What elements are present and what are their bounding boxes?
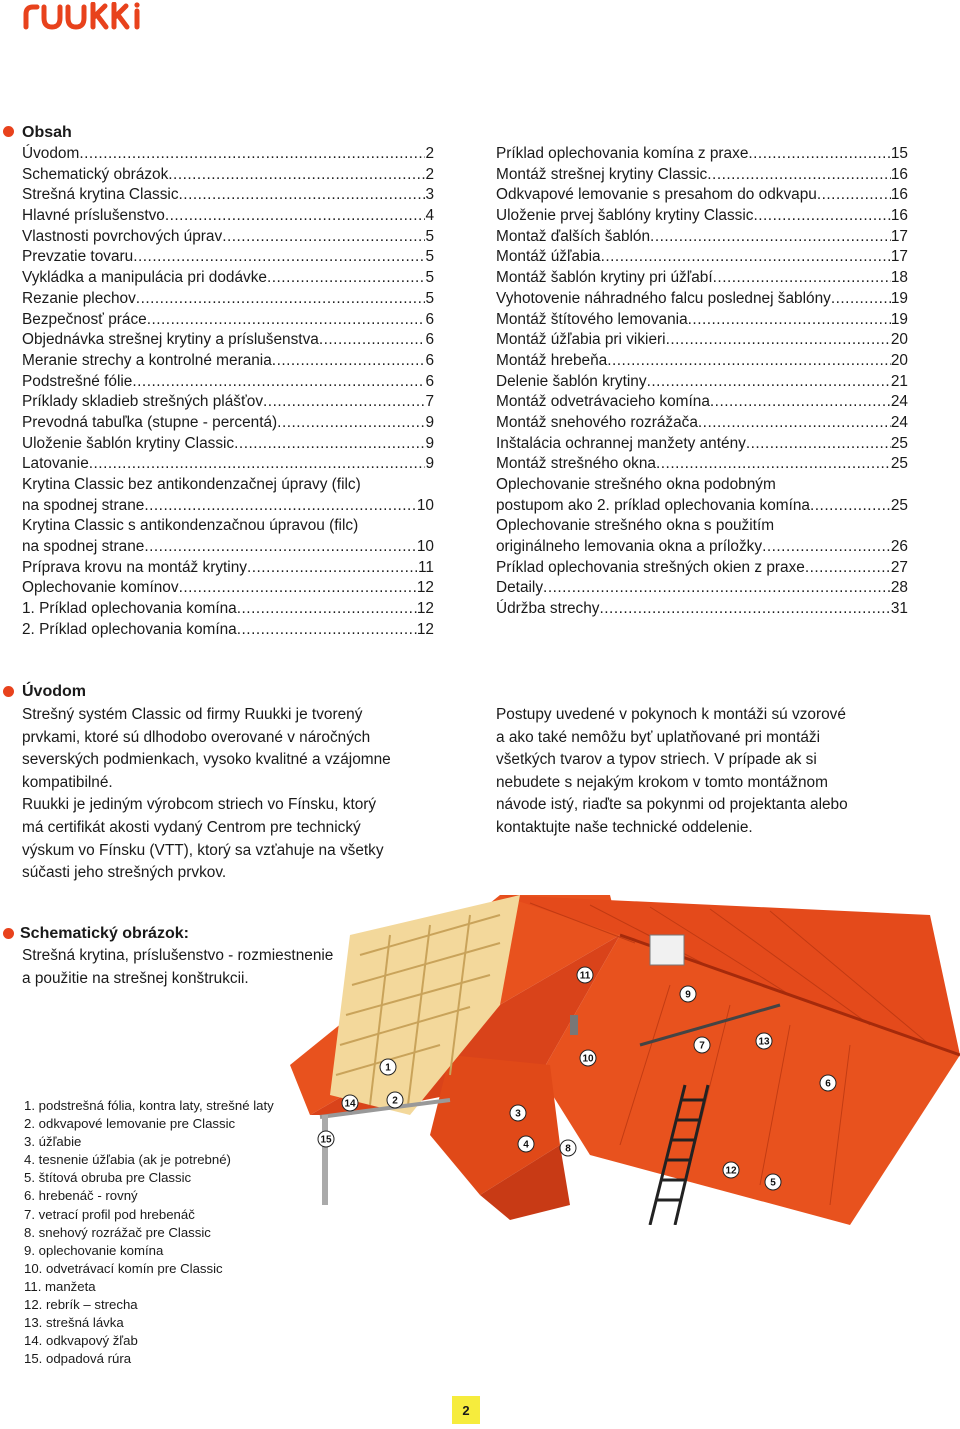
- toc-leader-dots: [179, 579, 417, 597]
- toc-leader-dots: [267, 269, 425, 287]
- toc-entry-title: na spodnej strane: [22, 538, 145, 556]
- svg-text:3: 3: [515, 1108, 521, 1120]
- toc-entry-page: 31: [890, 600, 908, 618]
- toc-entry-title: Bezpečnosť práce: [22, 310, 147, 328]
- toc-leader-dots: [89, 455, 426, 473]
- toc-leader-dots: [144, 538, 417, 556]
- toc-leader-dots: [805, 559, 891, 577]
- toc-entry[interactable]: [22, 393, 434, 414]
- toc-entry-title: Hlavné príslušenstvo: [22, 207, 165, 225]
- legend-item: 6. hrebenáč - rovný: [24, 1188, 138, 1204]
- toc-entry-title: Prevzatie tovaru: [22, 248, 134, 266]
- toc-entry[interactable]: [496, 290, 908, 311]
- toc-entry[interactable]: [496, 248, 908, 269]
- toc-leader-dots: [272, 352, 426, 370]
- svg-text:1: 1: [385, 1062, 391, 1074]
- callout-5: [765, 1174, 781, 1190]
- toc-leader-dots: [136, 290, 426, 308]
- callout-15: [318, 1131, 334, 1147]
- toc-entry-title: Inštalácia ochrannej manžety antény: [496, 434, 746, 452]
- toc-entry-page: 25: [890, 434, 908, 452]
- text-line: výskum vo Fínsku (VTT), ktorý sa vzťahuje na všetky: [22, 841, 384, 859]
- toc-entry[interactable]: [22, 228, 434, 249]
- toc-entry[interactable]: [496, 414, 908, 435]
- toc-entry[interactable]: [22, 538, 434, 559]
- toc-leader-dots: [79, 145, 425, 163]
- toc-entry-title: Montaž ďalších šablón: [496, 227, 651, 245]
- svg-text:9: 9: [685, 989, 691, 1001]
- text-line: súčasti jeho strešných prvkov.: [22, 864, 227, 882]
- toc-entry-page: 16: [890, 207, 908, 225]
- toc-leader-dots: [666, 331, 891, 349]
- text-line: Ruukki je jediným výrobcom striech vo Fínsku, ktorý: [22, 796, 377, 814]
- toc-entry-page: 11: [418, 558, 434, 576]
- toc-entry-title: postupom ako 2. príklad oplechovania komína: [496, 496, 810, 514]
- toc-entry-title: Príklady skladieb strešných plášťov: [22, 393, 264, 411]
- svg-text:5: 5: [770, 1177, 776, 1189]
- page-number: 2: [452, 1396, 480, 1424]
- toc-right-column: [496, 145, 908, 621]
- toc-entry[interactable]: [22, 166, 434, 187]
- toc-entry-page: 3: [425, 186, 434, 204]
- toc-entry[interactable]: [22, 248, 434, 269]
- toc-leader-dots: [748, 145, 891, 163]
- toc-entry-page: 20: [890, 331, 908, 349]
- text-line: návode istý, riaďte sa pokynmi od projektanta alebo: [496, 796, 848, 814]
- toc-left-column: [22, 145, 434, 642]
- toc-leader-dots: [319, 331, 426, 349]
- callout-2: [387, 1092, 403, 1108]
- toc-leader-dots: [133, 248, 425, 266]
- legend-item: 11. manžeta: [24, 1278, 96, 1294]
- text-line: má certifikát akosti vydaný Centrom pre technický: [22, 818, 361, 836]
- toc-entry-line[interactable]: Oplechovanie strešného okna podobným: [496, 476, 776, 493]
- legend-item: 12. rebrík – strecha: [24, 1297, 138, 1313]
- toc-leader-dots: [277, 414, 425, 432]
- toc-entry-page: 6: [425, 372, 434, 390]
- callout-7: [694, 1037, 710, 1053]
- toc-entry-title: Uloženie šablón krytiny Classic: [22, 434, 235, 452]
- intro-bullet: [3, 686, 14, 697]
- toc-entry[interactable]: [22, 455, 434, 476]
- toc-entry-title: Odkvapové lemovanie s presahom do odkvapu: [496, 186, 817, 204]
- toc-entry-title: Podstrešné fólie: [22, 372, 133, 390]
- toc-entry-page: 25: [890, 496, 908, 514]
- toc-entry[interactable]: [496, 311, 908, 332]
- toc-entry[interactable]: [22, 311, 434, 332]
- legend-item: 8. snehový rozrážač pre Classic: [24, 1224, 211, 1240]
- toc-entry-page: 4: [425, 207, 434, 225]
- toc-leader-dots: [234, 435, 425, 453]
- callout-9: [680, 986, 696, 1002]
- toc-leader-dots: [713, 269, 891, 287]
- toc-leader-dots: [710, 393, 891, 411]
- toc-leader-dots: [144, 497, 417, 515]
- toc-entry[interactable]: [496, 435, 908, 456]
- toc-entry-page: 5: [425, 248, 434, 266]
- text-line: kontaktujte naše technické oddelenie.: [496, 818, 753, 836]
- toc-entry-title: Montáž snehového rozrážača: [496, 413, 698, 431]
- toc-entry-page: 10: [416, 496, 434, 514]
- toc-leader-dots: [601, 248, 891, 266]
- legend-item: 3. úžľabie: [24, 1134, 82, 1150]
- toc-entry-title: Objednávka strešnej krytiny a príslušenstva: [22, 331, 319, 349]
- toc-leader-dots: [237, 600, 417, 618]
- text-line: nebudete s nejakým krokom v tomto montážnom: [496, 773, 828, 791]
- toc-entry[interactable]: [496, 559, 908, 580]
- toc-leader-dots: [543, 579, 891, 597]
- toc-entry-page: 15: [890, 145, 908, 162]
- toc-entry[interactable]: [496, 228, 908, 249]
- svg-text:2: 2: [392, 1095, 398, 1107]
- toc-entry[interactable]: [22, 269, 434, 290]
- toc-entry[interactable]: [496, 186, 908, 207]
- toc-entry[interactable]: [496, 538, 908, 559]
- legend-item: 4. tesnenie úžľabia (ak je potrebné): [24, 1152, 231, 1168]
- toc-entry[interactable]: [496, 373, 908, 394]
- toc-leader-dots: [179, 186, 426, 204]
- toc-entry-title: Delenie šablón krytiny: [496, 372, 647, 390]
- text-line: prvkami, ktoré sú dlhodobo overované v náročných: [22, 728, 371, 746]
- svg-text:10: 10: [582, 1053, 594, 1065]
- svg-text:12: 12: [725, 1165, 737, 1177]
- toc-leader-dots: [746, 435, 891, 453]
- legend-item: 14. odkvapový žľab: [24, 1333, 138, 1349]
- toc-entry[interactable]: [22, 145, 434, 166]
- text-line: kompatibilné.: [22, 773, 113, 791]
- toc-leader-dots: [607, 352, 891, 370]
- toc-entry-page: 16: [890, 186, 908, 204]
- toc-entry-page: 20: [890, 351, 908, 369]
- toc-entry[interactable]: [22, 497, 434, 518]
- toc-entry-page: 26: [890, 538, 908, 556]
- text-line: Strešná krytina, príslušenstvo - rozmiestnenie: [22, 947, 334, 964]
- callout-13: [756, 1033, 772, 1049]
- legend-item: 5. štítová obruba pre Classic: [24, 1170, 192, 1186]
- toc-leader-dots: [753, 207, 890, 225]
- toc-entry-page: 16: [890, 165, 908, 183]
- toc-entry-page: 19: [890, 289, 908, 307]
- callout-12: [723, 1162, 739, 1178]
- toc-entry-page: 2: [425, 145, 434, 162]
- intro-left-text: [22, 704, 462, 885]
- legend-item: 15. odpadová rúra: [24, 1351, 132, 1367]
- svg-text:7: 7: [699, 1040, 705, 1052]
- toc-entry[interactable]: [22, 579, 434, 600]
- toc-leader-dots: [600, 600, 891, 618]
- toc-entry[interactable]: [496, 269, 908, 290]
- toc-entry[interactable]: [22, 414, 434, 435]
- toc-entry-title: Údržba strechy: [496, 600, 600, 618]
- toc-leader-dots: [132, 373, 425, 391]
- toc-entry-page: 17: [890, 248, 908, 266]
- roof-schematic-diagram: [290, 895, 960, 1225]
- legend-item: 13. strešná lávka: [24, 1315, 124, 1331]
- toc-entry-page: 2: [425, 165, 434, 183]
- toc-leader-dots: [831, 290, 891, 308]
- legend-item: 1. podstrešná fólia, kontra laty, strešné laty: [24, 1098, 274, 1113]
- toc-entry-page: 27: [890, 558, 908, 576]
- toc-entry[interactable]: [22, 373, 434, 394]
- toc-entry-title: Uloženie prvej šablóny krytiny Classic: [496, 207, 754, 225]
- toc-entry-title: Montáž úžľabia: [496, 248, 601, 266]
- toc-entry-title: 1. Príklad oplechovania komína: [22, 600, 237, 618]
- svg-text:4: 4: [523, 1139, 529, 1151]
- toc-entry-title: 2. Príklad oplechovania komína: [22, 620, 237, 638]
- toc-leader-dots: [247, 559, 418, 577]
- toc-leader-dots: [222, 228, 425, 246]
- toc-entry-page: 24: [890, 393, 908, 411]
- toc-entry-title: Príprava krovu na montáž krytiny: [22, 558, 247, 576]
- toc-entry-title: Oplechovanie komínov: [22, 579, 179, 597]
- contents-heading: Obsah: [22, 124, 72, 141]
- toc-entry[interactable]: [496, 579, 908, 600]
- callout-1: [380, 1059, 396, 1075]
- toc-entry-title: Prevodná tabuľka (stupne - percentá): [22, 413, 278, 431]
- toc-entry-title: Príklad oplechovania komína z praxe: [496, 145, 749, 162]
- intro-heading: Úvodom: [22, 683, 86, 700]
- toc-entry-page: 17: [890, 227, 908, 245]
- toc-entry-page: 5: [425, 289, 434, 307]
- toc-entry[interactable]: [496, 497, 908, 518]
- text-line: Postupy uvedené v pokynoch k montáži sú vzorové: [496, 706, 846, 723]
- schematic-heading: Schematický obrázok:: [20, 925, 189, 942]
- legend-item: 7. vetrací profil pod hrebenáč: [24, 1206, 195, 1222]
- toc-entry[interactable]: [496, 331, 908, 352]
- toc-entry-title: Detaily: [496, 579, 544, 597]
- legend-item: 2. odkvapové lemovanie pre Classic: [24, 1116, 236, 1132]
- svg-text:13: 13: [758, 1036, 770, 1048]
- toc-entry-page: 5: [425, 227, 434, 245]
- svg-text:14: 14: [344, 1098, 356, 1110]
- toc-leader-dots: [707, 166, 891, 184]
- toc-entry-page: 6: [425, 331, 434, 349]
- toc-leader-dots: [698, 414, 891, 432]
- toc-entry-title: Vyhotovenie náhradného falcu poslednej šablóny: [496, 289, 831, 307]
- toc-entry-title: Príklad oplechovania strešných okien z praxe: [496, 558, 805, 576]
- toc-entry[interactable]: [496, 600, 908, 621]
- toc-leader-dots: [817, 186, 891, 204]
- text-line: Strešný systém Classic od firmy Ruukki je tvorený: [22, 706, 363, 723]
- schematic-legend: [24, 1097, 274, 1368]
- toc-entry-line[interactable]: Krytina Classic bez antikondenzačnej úpravy (filc): [22, 476, 361, 493]
- toc-entry-title: na spodnej strane: [22, 496, 145, 514]
- toc-entry-page: 9: [425, 434, 434, 452]
- toc-entry-page: 18: [890, 269, 908, 287]
- legend-item: 9. oplechovanie komína: [24, 1242, 164, 1258]
- toc-entry-page: 28: [890, 579, 908, 597]
- toc-leader-dots: [656, 455, 891, 473]
- toc-entry-line[interactable]: Oplechovanie strešného okna s použitím: [496, 517, 775, 535]
- toc-entry-page: 6: [425, 351, 434, 369]
- toc-entry[interactable]: [496, 455, 908, 476]
- toc-entry-line[interactable]: Krytina Classic s antikondenzačnou úpravou (filc): [22, 517, 359, 535]
- callout-3: [510, 1105, 526, 1121]
- toc-leader-dots: [263, 393, 425, 411]
- toc-entry[interactable]: [22, 559, 434, 580]
- svg-text:6: 6: [825, 1078, 831, 1090]
- toc-entry-title: Vlastnosti povrchových úprav: [22, 227, 223, 245]
- toc-entry[interactable]: [496, 145, 908, 166]
- toc-entry-page: 9: [425, 413, 434, 431]
- toc-entry-page: 24: [890, 413, 908, 431]
- toc-entry-title: Montáž odvetrávacieho komína: [496, 393, 710, 411]
- toc-entry-title: Rezanie plechov: [22, 289, 136, 307]
- toc-entry[interactable]: [496, 352, 908, 373]
- toc-leader-dots: [650, 228, 891, 246]
- toc-leader-dots: [165, 207, 426, 225]
- toc-entry[interactable]: [496, 207, 908, 228]
- toc-entry-page: 6: [425, 310, 434, 328]
- toc-leader-dots: [237, 621, 417, 639]
- toc-entry-page: 5: [425, 269, 434, 287]
- callout-11: [577, 967, 593, 983]
- ruukki-logo: [22, 2, 147, 32]
- toc-entry-page: 12: [416, 620, 434, 638]
- toc-entry-page: 7: [425, 393, 434, 411]
- callout-4: [518, 1136, 534, 1152]
- svg-text:11: 11: [579, 970, 591, 982]
- toc-entry[interactable]: [22, 331, 434, 352]
- toc-entry-page: 9: [425, 455, 434, 473]
- intro-right-text: [496, 704, 936, 840]
- callout-6: [820, 1075, 836, 1091]
- toc-entry[interactable]: [22, 435, 434, 456]
- text-line: a ako také nemôžu byť uplatňované pri montáži: [496, 728, 821, 746]
- svg-text:8: 8: [565, 1143, 571, 1155]
- contents-bullet: [3, 126, 14, 137]
- toc-entry-title: Schematický obrázok: [22, 165, 169, 183]
- toc-entry-title: Montáž úžľabia pri vikieri: [496, 331, 666, 349]
- toc-entry-title: originálneho lemovania okna a príložky: [496, 538, 763, 556]
- toc-entry-title: Latovanie: [22, 455, 89, 473]
- toc-entry-page: 10: [416, 538, 434, 556]
- toc-leader-dots: [688, 311, 891, 329]
- toc-entry[interactable]: [22, 621, 434, 642]
- toc-entry-page: 19: [890, 310, 908, 328]
- text-line: severských podmienkach, vysoko kvalitné a vzájomne: [22, 751, 391, 769]
- toc-entry-title: Úvodom: [22, 145, 80, 162]
- toc-entry-title: Montáž strešnej krytiny Classic: [496, 165, 708, 183]
- toc-entry-title: Montáž šablón krytiny pri úžľabí: [496, 269, 713, 287]
- toc-entry[interactable]: [22, 352, 434, 373]
- toc-leader-dots: [147, 311, 426, 329]
- svg-text:15: 15: [320, 1134, 332, 1146]
- toc-entry[interactable]: [496, 393, 908, 414]
- schematic-bullet: [3, 928, 14, 939]
- toc-entry-page: 25: [890, 455, 908, 473]
- toc-entry-title: Montáž štítového lemovania: [496, 310, 688, 328]
- toc-entry[interactable]: [22, 290, 434, 311]
- toc-entry-page: 21: [890, 372, 908, 390]
- toc-leader-dots: [762, 538, 891, 556]
- callout-14: [342, 1095, 358, 1111]
- toc-entry[interactable]: [496, 166, 908, 187]
- toc-entry-title: Meranie strechy a kontrolné merania: [22, 351, 272, 369]
- toc-leader-dots: [647, 373, 891, 391]
- toc-entry[interactable]: [22, 186, 434, 207]
- callout-8: [560, 1140, 576, 1156]
- callout-10: [580, 1050, 596, 1066]
- toc-entry-title: Strešná krytina Classic: [22, 186, 179, 204]
- legend-item: 10. odvetrávací komín pre Classic: [24, 1260, 223, 1276]
- toc-entry-title: Montáž strešného okna: [496, 455, 656, 473]
- toc-entry[interactable]: [22, 600, 434, 621]
- toc-entry-page: 12: [416, 600, 434, 618]
- text-line: všetkých tvarov a typov striech. V prípade ak si: [496, 751, 817, 769]
- text-line: a použitie na strešnej konštrukcii.: [22, 969, 249, 987]
- toc-entry-page: 12: [416, 579, 434, 597]
- toc-entry-title: Montáž hrebeňa: [496, 351, 608, 369]
- toc-entry-title: Vykládka a manipulácia pri dodávke: [22, 269, 267, 287]
- toc-leader-dots: [810, 497, 891, 515]
- toc-entry[interactable]: [22, 207, 434, 228]
- toc-leader-dots: [168, 166, 425, 184]
